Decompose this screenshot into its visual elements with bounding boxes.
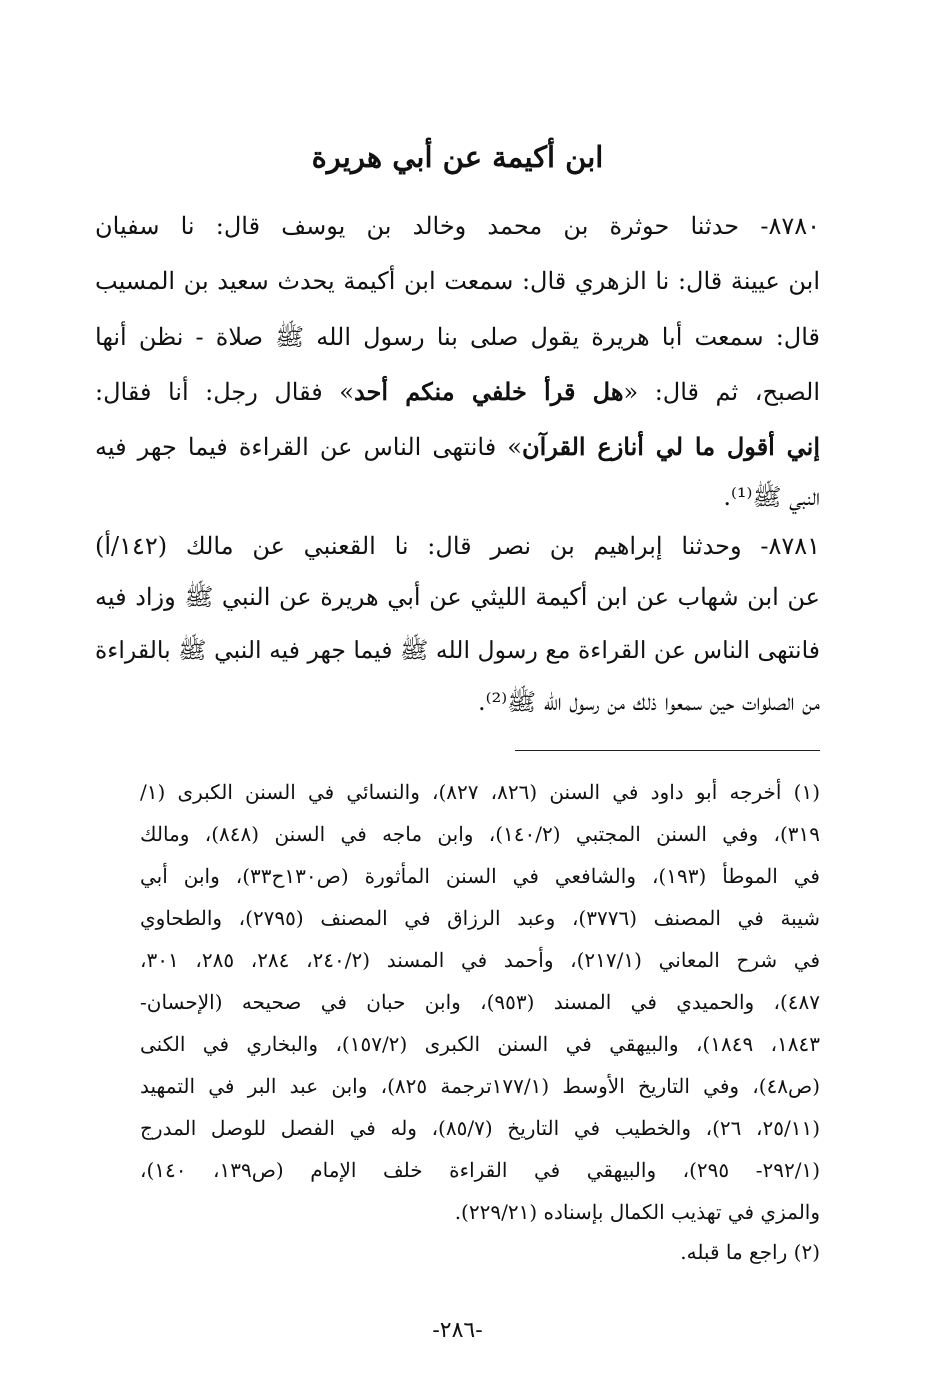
- text-line: فانتهى الناس عن القراءة مع رسول الله ﷺ فيما جهر فيه النبي ﷺ بالقراءة: [95, 636, 820, 664]
- footnote-line: شيبة في المصنف (٣٧٧٦)، وعبد الرزاق في المصنف (٢٧٩٥)، والطحاوي: [140, 906, 820, 930]
- footnote-line: ٤٨٧)، والحميدي في المسند (٩٥٣)، وابن حبان في صحيحه (الإحسان-: [140, 990, 820, 1014]
- footnote-line: ١٨٤٣، ١٨٤٩)، والبيهقي في السنن الكبرى (١٥٧/٢)، والبخاري في الكنى: [140, 1032, 821, 1056]
- footnote-line: في شرح المعاني (٢١٧/١)، وأحمد في المسند (٢٤٠/٢، ٢٨٤، ٢٨٥، ٣٠١،: [140, 948, 821, 972]
- text-fragment: » فقال رجل: أنا فقال:: [95, 378, 354, 406]
- quote-bold: إني أقول ما لي أنازع القرآن: [521, 432, 820, 461]
- text-line: النبي ﷺ⁽¹⁾.: [723, 483, 820, 511]
- footnote-line: والمزي في تهذيب الكمال بإسناده (٢٢٩/٢١).: [454, 1200, 820, 1224]
- text-line: عن ابن شهاب عن ابن أكيمة الليثي عن أبي هريرة عن النبي ﷺ وزاد فيه: [95, 583, 820, 611]
- text-line: ابن عيينة قال: نا الزهري قال: سمعت ابن أكيمة يحدث سعيد بن المسيب: [95, 267, 820, 295]
- text-line: [95, 377, 820, 406]
- page-title: ابن أكيمة عن أبي هريرة: [311, 140, 604, 174]
- text-fragment: الصبح، ثم قال: «: [623, 378, 820, 406]
- text-fragment: » فانتهى الناس عن القراءة فيما جهر فيه: [95, 433, 522, 461]
- footnote-line: (٢٥/١١، ٢٦)، والخطيب في التاريخ (٨٥/٧)، وله في الفصل للوصل المدرج: [140, 1116, 821, 1140]
- text-line: ٨٧٨٠- حدثنا حوثرة بن محمد وخالد بن يوسف قال: نا سفيان: [95, 212, 820, 240]
- page-number: -٢٨٦-: [432, 1318, 483, 1343]
- footnote-line: (ص٤٨)، وفي التاريخ الأوسط (١٧٧/١ترجمة ٨٢٥)، وابن عبد البر في التمهيد: [140, 1074, 821, 1098]
- footnote-line: (٢) راجع ما قبله.: [680, 1240, 820, 1264]
- footnote-separator: [515, 750, 820, 751]
- text-line: من الصلوات حين سمعوا ذلك من رسول الله ﷺ⁽²⁾.: [478, 688, 820, 716]
- text-line: [95, 432, 820, 461]
- footnote-line: في الموطأ (١٩٣)، والشافعي في السنن المأثورة (ص١٣٠ح٣٣)، وابن أبي: [140, 864, 820, 888]
- footnote-line: (١) أخرجه أبو داود في السنن (٨٢٦، ٨٢٧)، والنسائي في السنن الكبرى (١/: [140, 780, 821, 804]
- quote-bold: هل قرأ خلفي منكم أحد: [353, 377, 624, 406]
- footnote-line: ٣١٩)، وفي السنن المجتبي (١٤٠/٢)، وابن ماجه في السنن (٨٤٨)، ومالك: [140, 822, 821, 846]
- footnote-line: (٢٩٢/١- ٢٩٥)، والبيهقي في القراءة خلف الإمام (ص١٣٩، ١٤٠)،: [140, 1158, 820, 1182]
- text-line: قال: سمعت أبا هريرة يقول صلى بنا رسول الله ﷺ صلاة - نظن أنها: [95, 323, 820, 351]
- text-line: ٨٧٨١- وحدثنا إبراهيم بن نصر قال: نا القعنبي عن مالك (١٤٢/أ): [95, 532, 820, 560]
- document-page: [95, 0, 820, 1381]
